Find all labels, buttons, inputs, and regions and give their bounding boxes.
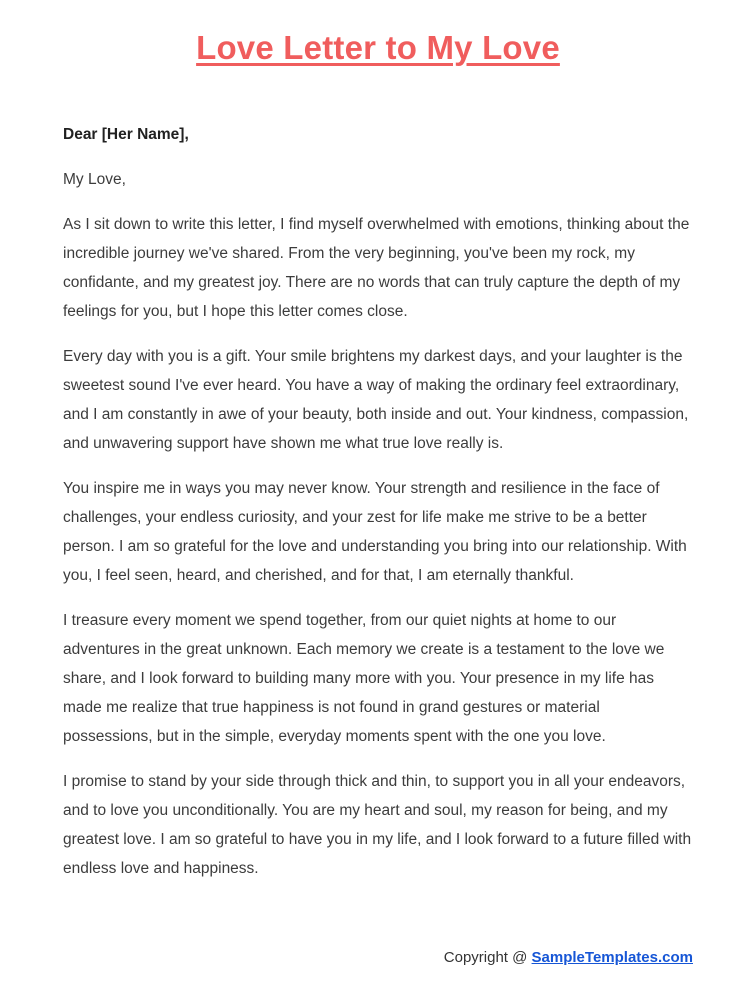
letter-paragraph: I treasure every moment we spend together, from our quiet nights at home to our adventures in the great unknown. Each memory we create is a testament to the love we share, and I look forward to building many more with you. Your presence in my life has made me realize that true happiness is not found in grand gestures or material possessions, but in the simple, everyday moments spent with the one you love. <box>63 612 665 745</box>
letter-paragraph: Every day with you is a gift. Your smile brightens my darkest days, and your laughter is the sweetest sound I've ever heard. You have a way of making the ordinary feel extraordinary, and I am constantly in awe of your beauty, both inside and out. Your kindness, compassion, and unwavering support have shown me what true love really is. <box>63 348 689 452</box>
letter-paragraph: You inspire me in ways you may never know. Your strength and resilience in the face of challenges, your endless curiosity, and your zest for life make me strive to be a better person. I am so grateful for the love and understanding you bring into our relationship. With you, I feel seen, heard, and cherished, and for that, I am eternally thankful. <box>63 480 687 584</box>
letter-paragraph: I promise to stand by your side through thick and thin, to support you in all your endeavors, and to love you unconditionally. You are my heart and soul, my reason for being, and my greatest love. I am so grateful to have you in my life, and I look forward to a future filled with endless love and happiness. <box>63 773 692 877</box>
page-title: Love Letter to My Love <box>196 29 560 66</box>
letter-salutation: Dear [Her Name], <box>63 126 189 143</box>
copyright-footer <box>444 948 693 968</box>
letter-content <box>0 28 756 883</box>
letter-paragraph: As I sit down to write this letter, I find myself overwhelmed with emotions, thinking about the incredible journey we've shared. From the very beginning, you've been my rock, my confidante, and my greatest joy. There are no words that can truly capture the depth of my feelings for you, but I hope this letter comes close. <box>63 216 690 320</box>
sample-templates-link[interactable]: SampleTemplates.com <box>531 949 693 966</box>
copyright-text: Copyright @ <box>443 949 532 966</box>
letter-greeting: My Love, <box>63 171 126 188</box>
letter-body <box>63 210 693 883</box>
